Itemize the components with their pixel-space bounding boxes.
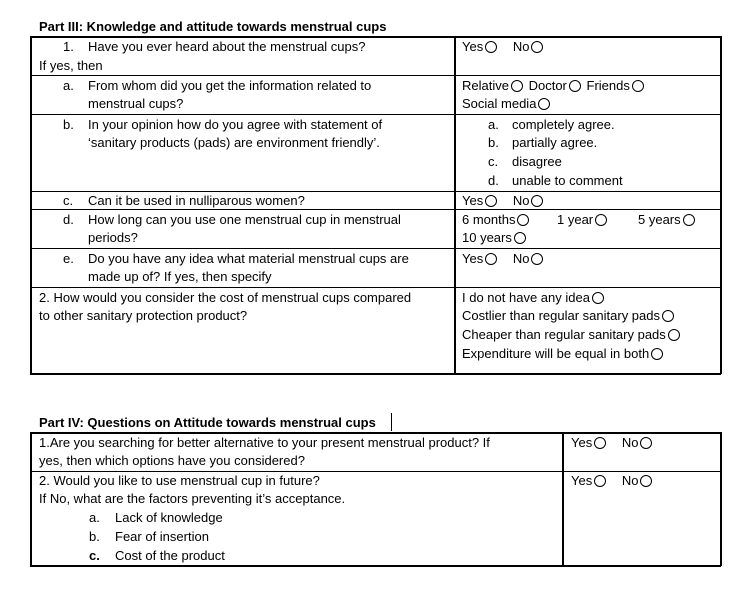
text-cursor <box>391 413 392 431</box>
no-radio[interactable] <box>640 475 652 487</box>
table4-left-border <box>30 432 32 566</box>
qd-text-line2: periods? <box>88 230 138 245</box>
p4-q1-text-line2: yes, then which options have you considered? <box>39 453 305 468</box>
qb-answer-text[interactable]: partially agree. <box>512 135 598 150</box>
option-label: 10 years <box>462 230 512 245</box>
row-divider <box>30 248 721 249</box>
qa-options-row2 <box>462 95 556 113</box>
option-label: 1 year <box>557 212 594 227</box>
part3-title: Part III: Knowledge and attitude towards menstrual cups <box>39 19 387 34</box>
qb-answer-num: b. <box>488 135 499 150</box>
qb-answer-num: a. <box>488 117 499 132</box>
q2-option-cheaper <box>462 326 686 344</box>
q2-option-costlier <box>462 307 680 325</box>
qb-text-line2: ‘sanitary products (pads) are environment friendly’. <box>88 135 380 150</box>
table3-bottom-border <box>30 373 721 375</box>
equal-radio[interactable] <box>651 348 663 360</box>
part4-title: Part IV: Questions on Attitude towards menstrual cups <box>39 415 376 430</box>
qd-option-10years <box>462 229 532 247</box>
social-media-radio[interactable] <box>538 98 550 110</box>
q1-number: 1. <box>63 39 74 54</box>
q2-option-no-idea <box>462 289 610 307</box>
qc-options <box>462 192 549 210</box>
qb-number: b. <box>63 117 74 132</box>
six-months-radio[interactable] <box>517 214 529 226</box>
q1-text: Have you ever heard about the menstrual cups? <box>88 39 366 54</box>
option-label: No <box>621 473 639 488</box>
option-label: Yes <box>462 39 484 54</box>
qd-text-line1: How long can you use one menstrual cup in menstrual <box>88 212 401 227</box>
q2-option-equal <box>462 345 669 363</box>
qe-text-line2: made up of? If yes, then specify <box>88 269 272 284</box>
option-label: Expenditure will be equal in both <box>462 346 650 361</box>
option-label: No <box>512 39 530 54</box>
friends-radio[interactable] <box>632 80 644 92</box>
qd-option-6months <box>462 211 535 229</box>
table3-right-border <box>720 36 722 374</box>
yes-radio[interactable] <box>485 253 497 265</box>
qe-text-line1: Do you have any idea what material menstrual cups are <box>88 251 409 266</box>
factor-text: Lack of knowledge <box>115 510 223 525</box>
yes-radio[interactable] <box>485 195 497 207</box>
option-label: No <box>512 193 530 208</box>
p4-q2-options <box>571 472 658 490</box>
option-label: Yes <box>571 473 593 488</box>
p4-q1-text-line1: 1.Are you searching for better alternative to your present menstrual product? If <box>39 435 490 450</box>
qb-text-line1: In your opinion how do you agree with statement of <box>88 117 383 132</box>
yes-radio[interactable] <box>594 437 606 449</box>
option-label: Yes <box>571 435 593 450</box>
row-divider <box>30 114 721 115</box>
row-divider <box>30 287 721 288</box>
table4-bottom-border <box>30 565 721 567</box>
if-yes-label: If yes, then <box>39 58 103 73</box>
q2-text-line2: to other sanitary protection product? <box>39 308 248 323</box>
no-radio[interactable] <box>640 437 652 449</box>
factor-num: c. <box>89 548 100 563</box>
table4-column-divider <box>562 432 564 566</box>
no-idea-radio[interactable] <box>592 292 604 304</box>
qd-option-5years <box>638 211 701 229</box>
table3-column-divider <box>454 36 456 374</box>
option-label: Friends <box>586 78 630 93</box>
option-label: Yes <box>462 251 484 266</box>
option-label: Doctor <box>528 78 567 93</box>
qc-text: Can it be used in nulliparous women? <box>88 193 305 208</box>
no-radio[interactable] <box>531 41 543 53</box>
option-label: I do not have any idea <box>462 290 590 305</box>
factor-num: a. <box>89 510 100 525</box>
qb-answer-text[interactable]: disagree <box>512 154 562 169</box>
costlier-radio[interactable] <box>662 310 674 322</box>
option-label: Costlier than regular sanitary pads <box>462 308 660 323</box>
q1-options <box>462 38 549 56</box>
p4-q2-text-line2: If No, what are the factors preventing it’s acceptance. <box>39 491 346 506</box>
qa-text-line1: From whom did you get the information related to <box>88 78 372 93</box>
option-label: Relative <box>462 78 509 93</box>
qd-option-1year <box>557 211 613 229</box>
no-radio[interactable] <box>531 195 543 207</box>
option-label: 5 years <box>638 212 681 227</box>
qb-answer-num: c. <box>488 154 499 169</box>
factor-num: b. <box>89 529 100 544</box>
row-divider <box>30 75 721 76</box>
yes-radio[interactable] <box>594 475 606 487</box>
option-label: Cheaper than regular sanitary pads <box>462 327 666 342</box>
doctor-radio[interactable] <box>569 80 581 92</box>
ten-years-radio[interactable] <box>514 232 526 244</box>
yes-radio[interactable] <box>485 41 497 53</box>
qb-answer-text[interactable]: unable to comment <box>512 173 623 188</box>
option-label: No <box>621 435 639 450</box>
table3-left-border <box>30 36 32 374</box>
q2-text-line1: 2. How would you consider the cost of menstrual cups compared <box>39 290 412 305</box>
qa-text-line2: menstrual cups? <box>88 96 184 111</box>
table4-right-border <box>720 432 722 566</box>
factor-text: Fear of insertion <box>115 529 209 544</box>
option-label: Yes <box>462 193 484 208</box>
qa-options-row1 <box>462 77 650 95</box>
option-label: 6 months <box>462 212 516 227</box>
option-label: Social media <box>462 96 537 111</box>
no-radio[interactable] <box>531 253 543 265</box>
relative-radio[interactable] <box>511 80 523 92</box>
qb-answer-text[interactable]: completely agree. <box>512 117 615 132</box>
qe-number: e. <box>63 251 74 266</box>
factor-text: Cost of the product <box>115 548 225 563</box>
qc-number: c. <box>63 193 74 208</box>
option-label: No <box>512 251 530 266</box>
cheaper-radio[interactable] <box>668 329 680 341</box>
qa-number: a. <box>63 78 74 93</box>
one-year-radio[interactable] <box>595 214 607 226</box>
qe-options <box>462 250 549 268</box>
five-years-radio[interactable] <box>683 214 695 226</box>
p4-q1-options <box>571 434 658 452</box>
qd-number: d. <box>63 212 74 227</box>
qb-answer-num: d. <box>488 173 499 188</box>
p4-q2-text-line1: 2. Would you like to use menstrual cup in future? <box>39 473 320 488</box>
